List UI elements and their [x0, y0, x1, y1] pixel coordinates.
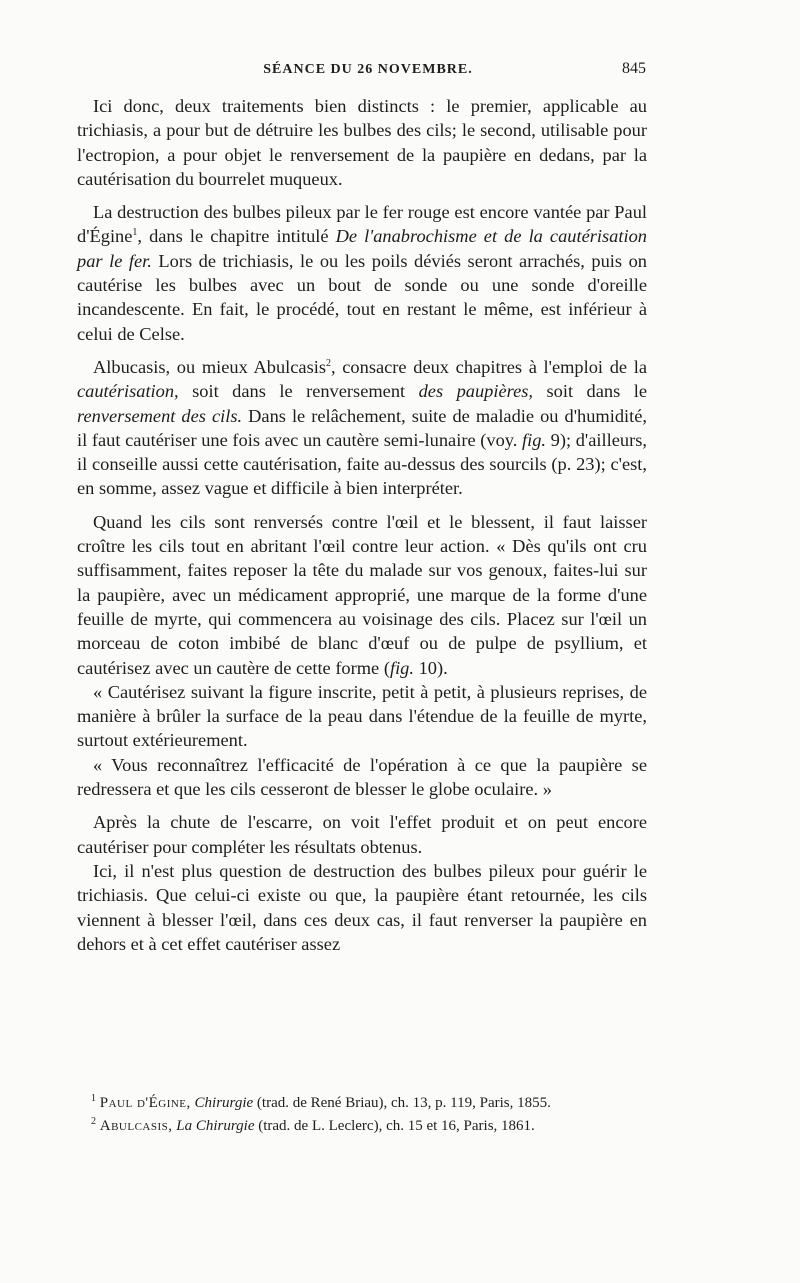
paragraph-1: Ici donc, deux traitements bien distincts : le premier, applicable au trichiasis, a pour but de détruire les bulbes des cils; le second, utilisable pour l'ectropion, a pour objet le renversement de la paupière en dedans, par la cautérisation du bourrelet muqueux.: [77, 96, 647, 189]
italic-fig-10: fig.: [389, 657, 414, 678]
paragraph-4: [77, 510, 647, 680]
paragraph-6: « Vous reconnaîtrez l'efficacité de l'opération à ce que la paupière se redressera et que les cils cesseront de blesser le globe oculaire. »: [77, 754, 647, 800]
paragraph-3-text-e: Dans le relâchement, suite de maladie ou d'humidité, il faut cautériser une fois avec un cautère semi-lunaire (voy.: [77, 405, 647, 450]
paragraph-8: Ici, il n'est plus question de destruction des bulbes pileux pour guérir le trichiasis. Que celui-ci existe ou que, la paupière étant retournée, les cils viennent à blesser l'œil, dans ces deux cas, il faut renverser la paupière en dehors et à cet effet cautériser assez: [77, 860, 647, 954]
page-number: 845: [622, 60, 646, 77]
paragraph-7: Après la chute de l'escarre, on voit l'effet produit et on peut encore cautériser pour compléter les résultats obtenus.: [77, 812, 647, 857]
paragraph-3: [77, 355, 647, 501]
italic-renversement-cils: renversement des cils.: [77, 405, 243, 426]
footnote-2-mark: 2: [91, 1115, 96, 1127]
footnote-1: [77, 1093, 647, 1114]
page-header: [90, 58, 646, 84]
footnote-1-author: Paul d'Égine,: [99, 1095, 191, 1111]
paragraph-3-text-f: 9); d'ailleurs, il conseille aussi cette cautérisation, faite au-dessus des sourcils (p. 23); c'est, en somme, assez vague et difficile à bien interpréter.: [77, 429, 647, 499]
footnote-1-mark: 1: [91, 1093, 96, 1104]
paragraph-2-text-a: La destruction des bulbes pileux par le fer rouge est encore vantée par Paul d'Égine: [77, 202, 647, 247]
italic-cauterisation: cautérisation,: [77, 381, 179, 402]
paragraph-4-text-a: Quand les cils sont renversés contre l'œil et le blessent, il faut laisser croître les cils tout en abritant l'œil contre leur action. « Dès qu'ils ont cru suffisamment, faites reposer la tête du malade sur vos genoux, faites-lui sur la paupière, avec un médicament approprié, une marque de la forme d'une feuille de myrte, qui commencera au voisinage des cils. Placez sur l'œil un morceau de coton imbibé de blanc d'œuf ou de pulpe de psyllium, et cautérisez avec un cautère de cette forme (: [77, 511, 647, 678]
paragraph-5: « Cautérisez suivant la figure inscrite, petit à petit, à plusieurs reprises, de manière à brûler la surface de la peau dans l'étendue de la feuille de myrte, surtout extérieurement.: [77, 681, 647, 751]
footnote-ref-1: 1: [132, 227, 138, 239]
footnote-ref-2: 2: [326, 357, 331, 369]
footnote-1-title: Chirurgie: [194, 1095, 254, 1111]
paragraph-3-text-a: Albucasis, ou mieux Abulcasis: [93, 356, 326, 377]
footnote-1-details: (trad. de René Briau), ch. 13, p. 119, Paris, 1855.: [253, 1095, 551, 1111]
chapter-title: De l'anabrochisme et de la cautérisation par le fer.: [77, 226, 647, 271]
footnote-2: [77, 1116, 647, 1137]
paragraph-4-text-b: 10).: [413, 657, 448, 678]
running-head: SÉANCE DU 26 NOVEMBRE.: [263, 62, 473, 77]
footnote-2-author: Abulcasis,: [99, 1117, 173, 1134]
paragraph-2-text-c: Lors de trichiasis, le ou les poils déviés seront arrachés, puis on cautérise les bulbes avec un bout de sonde ou une sonde d'oreille incandescente. En fait, le procédé, tout en restant le même, est inférieur à celui de Celse.: [77, 250, 647, 344]
italic-fig-9: fig.: [522, 429, 547, 450]
footnote-2-title: La Chirurgie: [176, 1117, 255, 1134]
paragraph-3-text-c: soit dans le renversement: [178, 381, 419, 402]
footnotes: [77, 1093, 647, 1138]
paragraph-3-text-b: , consacre deux chapitres à l'emploi de la: [331, 356, 647, 377]
body-text: [77, 94, 647, 956]
italic-paupieres: des paupières,: [418, 381, 534, 402]
footnote-2-details: (trad. de L. Leclerc), ch. 15 et 16, Paris, 1861.: [254, 1117, 535, 1134]
paragraph-2: [77, 200, 647, 346]
paragraph-2-text-b: , dans le chapitre intitulé: [137, 226, 336, 247]
paragraph-3-text-d: soit dans le: [533, 381, 647, 402]
